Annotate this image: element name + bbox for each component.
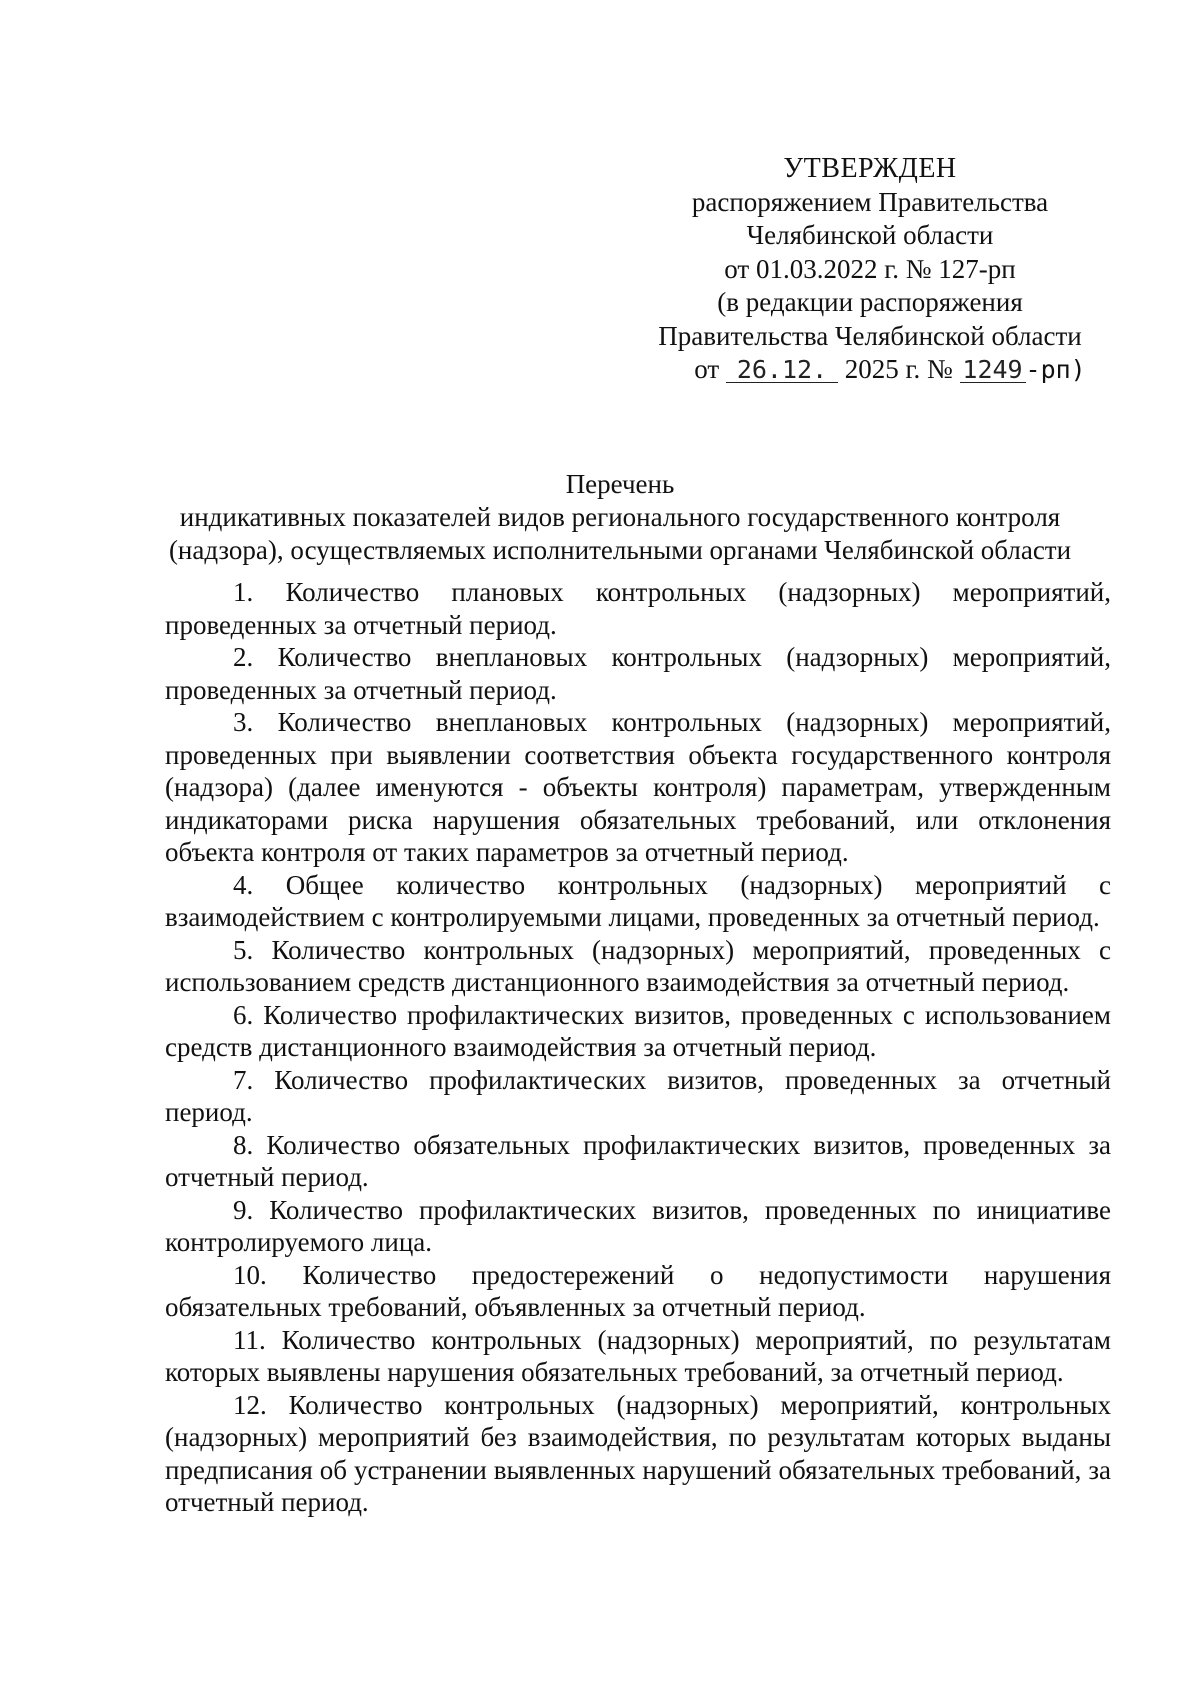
list-item bbox=[165, 706, 1111, 869]
revision-date-field: 26.12. bbox=[726, 358, 838, 383]
list-item-number: 2. bbox=[233, 642, 254, 672]
list-item-number: 5. bbox=[233, 934, 254, 965]
title-line-1: Перечень bbox=[565, 469, 675, 499]
list-item-number: 6. bbox=[233, 999, 254, 1030]
approval-revision-line bbox=[640, 353, 1100, 387]
list-item-text: Количество контрольных (надзорных) мероприятий, по результатам которых выявлены нарушения обязательных требований, за отчетный период. bbox=[165, 1324, 1112, 1387]
list-item bbox=[165, 1324, 1111, 1389]
approval-line-1: распоряжением Правительства bbox=[691, 186, 1049, 217]
list-item bbox=[165, 1259, 1111, 1324]
document-title bbox=[120, 468, 1120, 567]
list-item bbox=[165, 576, 1111, 641]
list-item-number: 7. bbox=[233, 1064, 254, 1095]
list-item-number: 1. bbox=[233, 577, 254, 607]
list-item-text: Количество профилактических визитов, проведенных за отчетный период. bbox=[165, 1064, 1112, 1127]
list-item-text: Количество контрольных (надзорных) мероприятий, контрольных (надзорных) мероприятий без взаимодействия, по результатам которых выданы предписания об устранении выявленных нарушений обязательных требований, за отчетный период. bbox=[165, 1389, 1112, 1517]
list-item bbox=[165, 641, 1111, 706]
approval-stamp-block bbox=[640, 152, 1100, 387]
approval-line-3: от 01.03.2022 г. № 127-рп bbox=[724, 253, 1016, 284]
list-item-text: Количество профилактических визитов, проведенных с использованием средств дистанционного взаимодействия за отчетный период. bbox=[165, 999, 1112, 1062]
revision-number-field: 1249 bbox=[960, 358, 1026, 383]
list-item-text: Количество внеплановых контрольных (надзорных) мероприятий, проведенных при выявлении соответствия объекта государственного контроля (надзора) (далее именуются - объекты контроля) параметрам, утвержденным индикаторами риска нарушения обязательных требований, или отклонения объекта контроля от таких параметров за отчетный период. bbox=[165, 707, 1111, 867]
list-item bbox=[165, 1389, 1111, 1519]
approval-heading: УТВЕРЖДЕН bbox=[783, 153, 957, 184]
indicator-list bbox=[165, 576, 1111, 1519]
approval-line-2: Челябинской области bbox=[746, 220, 994, 250]
revision-prefix: от bbox=[694, 354, 720, 384]
list-item-text: Количество плановых контрольных (надзорных) мероприятий, проведенных за отчетный период. bbox=[165, 577, 1111, 640]
list-item-number: 11. bbox=[233, 1324, 266, 1355]
approval-line-5: Правительства Челябинской области bbox=[658, 320, 1082, 351]
list-item-number: 12. bbox=[233, 1389, 267, 1420]
list-item bbox=[165, 1194, 1111, 1259]
list-item bbox=[165, 869, 1111, 934]
list-item-number: 4. bbox=[233, 869, 254, 900]
list-item-number: 9. bbox=[233, 1194, 254, 1225]
list-item-text: Общее количество контрольных (надзорных) мероприятий с взаимодействием с контролируемыми лицами, проведенных за отчетный период. bbox=[165, 869, 1112, 932]
list-item-text: Количество внеплановых контрольных (надзорных) мероприятий, проведенных за отчетный период. bbox=[165, 642, 1111, 705]
list-item-number: 10. bbox=[233, 1259, 267, 1290]
list-item-text: Количество обязательных профилактических визитов, проведенных за отчетный период. bbox=[165, 1129, 1112, 1192]
revision-year: 2025 г. № bbox=[844, 354, 953, 384]
list-item-number: 8. bbox=[233, 1129, 254, 1160]
title-line-2: индикативных показателей видов регионального государственного контроля bbox=[179, 502, 1061, 532]
title-line-3: (надзора), осуществляемых исполнительными органами Челябинской области bbox=[168, 535, 1072, 565]
approval-line-4: (в редакции распоряжения bbox=[717, 287, 1023, 317]
list-item-text: Количество профилактических визитов, проведенных по инициативе контролируемого лица. bbox=[165, 1194, 1111, 1257]
list-item-text: Количество предостережений о недопустимости нарушения обязательных требований, объявленных за отчетный период. bbox=[165, 1259, 1111, 1322]
list-item bbox=[165, 999, 1111, 1064]
list-item-text: Количество контрольных (надзорных) мероприятий, проведенных с использованием средств дистанционного взаимодействия за отчетный период. bbox=[165, 934, 1111, 997]
list-item bbox=[165, 934, 1111, 999]
list-item bbox=[165, 1129, 1111, 1194]
revision-suffix: -рп) bbox=[1025, 355, 1086, 384]
list-item-number: 3. bbox=[233, 707, 254, 737]
list-item bbox=[165, 1064, 1111, 1129]
